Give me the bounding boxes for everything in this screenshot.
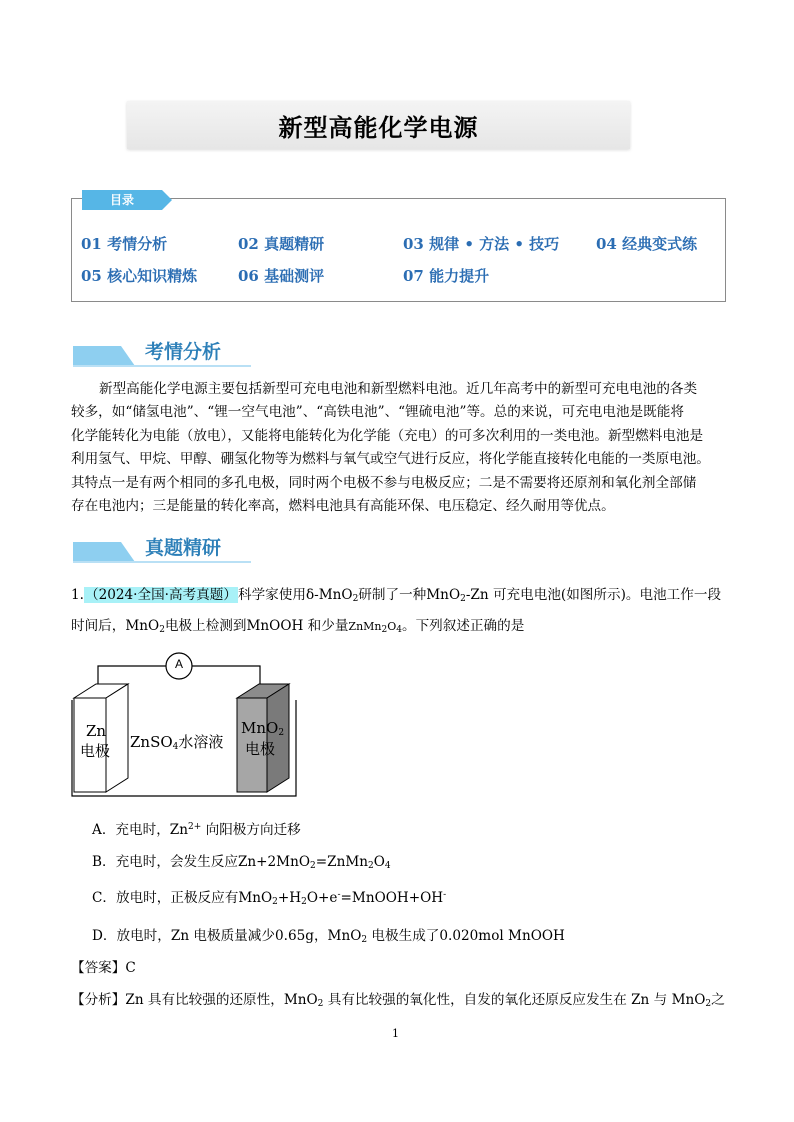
para-line: 较多，如“储氢电池”、“锂一空气电池”、“高铁电池”、“锂硫电池”等。总的来说，可充电电池是既能将 [71,404,684,421]
section1-paragraph [71,378,727,518]
option-text: 向阳极方向迁移 [205,822,301,838]
section-title: 真题精研 [145,537,222,559]
question-text: 。下列叙述正确的是 [402,618,525,634]
question-text: -Zn 可充电电池(如图所示)。电池工作一段 [465,587,722,603]
title-banner [127,101,630,149]
zn-label: Zn [86,722,107,740]
answer-value: C [125,960,136,976]
mno2-label: MnO$_2$ [241,719,285,738]
answer-label: 【答案】 [71,960,126,976]
section-title: 考情分析 [145,341,222,363]
section-heading-2 [73,534,253,564]
zn-electrode-label: 电极 [80,742,111,760]
ammeter-label: A [174,657,183,671]
option-b[interactable]: B．充电时，会发生反应$Zn+2MnO_2=ZnMn_2O_4$ [92,854,391,871]
toc-item-3[interactable]: 03 规律 • 方法 • 技巧 [403,235,560,253]
question-source-badge: （2024·全国·高考真题） [84,587,237,603]
para-line: 其特点一是有两个相同的多孔电极，同时两个电极不参与电极反应；二是不需要将还原剂和氧化剂全部储 [71,474,697,491]
analysis-text: 具有比较强的氧化性，自发的氧化还原反应发生在 Zn 与 [327,992,672,1008]
solution-text: 水溶液 [178,733,224,751]
para-line: 新型高能化学电源主要包括新型可充电电池和新型燃料电池。近几年高考中的新型可充电电池的各类 [99,381,698,397]
toc-tag: 目录 [109,193,134,207]
toc-item-6[interactable]: 06 基础测评 [238,267,325,285]
option-d[interactable]: D．放电时，Zn 电极质量减少0.65g，MnO$_2$ 电极生成了0.020mol MnOOH [92,928,565,945]
formula-znmn2o4: $ZnMn_2O_4$ [348,620,402,635]
question-text: 科学家使用δ-MnO [237,587,353,603]
toc-item-1[interactable]: 01 考情分析 [81,235,168,253]
option-text: B．充电时，会发生反应 [92,854,238,870]
toc-item-7[interactable]: 07 能力提升 [403,267,490,285]
analysis-line: 【分析】Zn 具有比较强的还原性，MnO$_2$ 具有比较强的氧化性，自发的氧化还原反应发生在 Zn 与 MnO$_2$之 [71,992,725,1009]
toc-item-5[interactable]: 05 核心知识精炼 [81,267,198,285]
para-line: 利用氢气、甲烷、甲醇、硼氢化物等为燃料与氧气或空气进行反应，将化学能直接转化电能的一类原电池。 [71,451,710,468]
toc-item-2[interactable]: 02 真题精研 [238,235,325,253]
question-number: 1. [71,587,84,603]
section-heading-1 [73,338,253,368]
question-text: 电极上检测到MnOOH 和少量 [164,618,349,634]
page-number: 1 [392,1027,399,1040]
para-line: 存在电池内；三是能量的转化率高，燃料电池具有高能环保、电压稳定、经久耐用等优点。 [71,498,615,515]
question-line-2: 时间后，MnO$_2$电极上检测到MnOOH 和少量$ZnMn_2O_4$。下列叙述正确的是 [71,618,525,635]
option-a[interactable]: A．充电时，$Zn^{2+}$ 向阳极方向迁移 [92,822,301,838]
question-text: 时间后，MnO [71,618,160,634]
option-text: 电极生成了 [371,928,440,944]
option-text: 电极质量减少 [193,928,275,944]
toc-item-4[interactable]: 04 经典变式练 [596,235,698,253]
option-text: C．放电时，正极反应有 [92,890,239,906]
analysis-text: 之 [711,992,725,1008]
option-text: D．放电时， [92,928,171,944]
option-text: A．充电时， [92,822,170,838]
page-title: 新型高能化学电源 [278,113,479,142]
answer-line [71,956,136,976]
question-line-1: 1.（2024·全国·高考真题）科学家使用δ-MnO$_2$研制了一种MnO$_2$-Zn 可充电电池(如图所示)。电池工作一段 [71,587,722,604]
question-text: 研制了一种MnO [358,587,461,603]
para-line: 化学能转化为电能（放电），又能将电能转化为化学能（充电）的可多次利用的一类电池。新型燃料电池是 [71,427,704,444]
solution-label: ZnSO$_4$水溶液 [130,733,224,752]
option-c[interactable]: C．放电时，正极反应有$MnO_2+H_2O+e^-=MnOOH+OH^-$ [92,890,447,907]
analysis-text: Zn 具有比较强的还原性， [125,992,284,1008]
mno2-electrode-label: 电极 [245,740,276,758]
analysis-label: 【分析】 [71,992,126,1008]
